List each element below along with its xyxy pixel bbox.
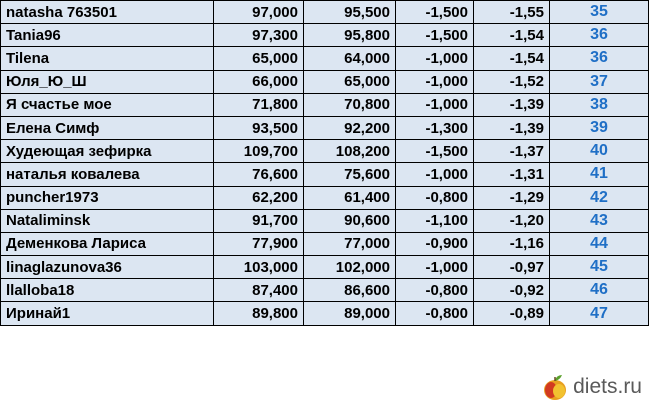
watermark-text: diets.ru (573, 375, 642, 398)
weight-difference-cell: -1,500 (396, 1, 474, 24)
start-weight-cell: 76,600 (214, 163, 304, 186)
rank-number-cell: 44 (550, 232, 649, 255)
table-row (1, 1, 649, 24)
rank-number-cell: 37 (550, 70, 649, 93)
table-row (1, 163, 649, 186)
weight-percent-cell: -1,31 (474, 163, 550, 186)
table-row (1, 70, 649, 93)
table-row (1, 24, 649, 47)
rank-number-cell: 40 (550, 140, 649, 163)
table-row (1, 256, 649, 279)
weight-percent-cell: -1,54 (474, 24, 550, 47)
table-row (1, 186, 649, 209)
table-row (1, 302, 649, 325)
start-weight-cell: 87,400 (214, 279, 304, 302)
rank-number-cell: 45 (550, 256, 649, 279)
weight-percent-cell: -0,92 (474, 279, 550, 302)
weight-percent-cell: -1,37 (474, 140, 550, 163)
table-row (1, 140, 649, 163)
start-weight-cell: 103,000 (214, 256, 304, 279)
start-weight-cell: 77,900 (214, 232, 304, 255)
weight-difference-cell: -1,000 (396, 163, 474, 186)
participant-name-cell: natasha 763501 (1, 1, 214, 24)
table-row (1, 279, 649, 302)
weight-percent-cell: -1,29 (474, 186, 550, 209)
weight-difference-cell: -1,000 (396, 47, 474, 70)
start-weight-cell: 89,800 (214, 302, 304, 325)
current-weight-cell: 89,000 (304, 302, 396, 325)
participant-name-cell: Юля_Ю_Ш (1, 70, 214, 93)
current-weight-cell: 61,400 (304, 186, 396, 209)
rank-number-cell: 35 (550, 1, 649, 24)
weight-percent-cell: -1,54 (474, 47, 550, 70)
participant-name-cell: linaglazunova36 (1, 256, 214, 279)
start-weight-cell: 97,300 (214, 24, 304, 47)
current-weight-cell: 65,000 (304, 70, 396, 93)
rank-number-cell: 43 (550, 209, 649, 232)
table-row (1, 93, 649, 116)
table-row (1, 47, 649, 70)
weight-difference-cell: -0,900 (396, 232, 474, 255)
start-weight-cell: 71,800 (214, 93, 304, 116)
participant-name-cell: Nataliminsk (1, 209, 214, 232)
participant-name-cell: наталья ковалева (1, 163, 214, 186)
weight-percent-cell: -1,39 (474, 93, 550, 116)
weight-difference-cell: -1,000 (396, 256, 474, 279)
start-weight-cell: 65,000 (214, 47, 304, 70)
weight-percent-cell: -1,20 (474, 209, 550, 232)
current-weight-cell: 77,000 (304, 232, 396, 255)
weight-difference-cell: -1,100 (396, 209, 474, 232)
participant-name-cell: Иринай1 (1, 302, 214, 325)
participant-name-cell: Tilena (1, 47, 214, 70)
table-row (1, 116, 649, 139)
participant-name-cell: Худеющая зефирка (1, 140, 214, 163)
weight-percent-cell: -0,97 (474, 256, 550, 279)
current-weight-cell: 70,800 (304, 93, 396, 116)
table-row (1, 209, 649, 232)
weight-percent-cell: -1,39 (474, 116, 550, 139)
participant-name-cell: llalloba18 (1, 279, 214, 302)
start-weight-cell: 93,500 (214, 116, 304, 139)
weight-difference-cell: -0,800 (396, 302, 474, 325)
start-weight-cell: 91,700 (214, 209, 304, 232)
weight-percent-cell: -1,52 (474, 70, 550, 93)
rank-number-cell: 46 (550, 279, 649, 302)
rank-number-cell: 42 (550, 186, 649, 209)
current-weight-cell: 64,000 (304, 47, 396, 70)
diets-watermark (540, 372, 642, 402)
participant-name-cell: Елена Симф (1, 116, 214, 139)
weight-difference-cell: -1,300 (396, 116, 474, 139)
weight-difference-cell: -1,500 (396, 140, 474, 163)
weight-difference-cell: -1,000 (396, 70, 474, 93)
weight-difference-cell: -0,800 (396, 279, 474, 302)
rank-number-cell: 41 (550, 163, 649, 186)
participant-name-cell: puncher1973 (1, 186, 214, 209)
weight-difference-cell: -1,000 (396, 93, 474, 116)
current-weight-cell: 102,000 (304, 256, 396, 279)
table-row (1, 232, 649, 255)
current-weight-cell: 95,800 (304, 24, 396, 47)
participant-name-cell: Я счастье мое (1, 93, 214, 116)
start-weight-cell: 109,700 (214, 140, 304, 163)
current-weight-cell: 92,200 (304, 116, 396, 139)
apple-logo-icon (540, 372, 570, 402)
participant-name-cell: Tania96 (1, 24, 214, 47)
rank-number-cell: 39 (550, 116, 649, 139)
start-weight-cell: 66,000 (214, 70, 304, 93)
weight-percent-cell: -1,16 (474, 232, 550, 255)
rank-number-cell: 38 (550, 93, 649, 116)
current-weight-cell: 108,200 (304, 140, 396, 163)
table-body (1, 1, 649, 326)
weight-difference-cell: -0,800 (396, 186, 474, 209)
rank-number-cell: 36 (550, 24, 649, 47)
weight-percent-cell: -1,55 (474, 1, 550, 24)
start-weight-cell: 62,200 (214, 186, 304, 209)
rank-number-cell: 47 (550, 302, 649, 325)
weight-difference-cell: -1,500 (396, 24, 474, 47)
rank-number-cell: 36 (550, 47, 649, 70)
participant-name-cell: Деменкова Лариса (1, 232, 214, 255)
weight-percent-cell: -0,89 (474, 302, 550, 325)
current-weight-cell: 90,600 (304, 209, 396, 232)
current-weight-cell: 75,600 (304, 163, 396, 186)
current-weight-cell: 95,500 (304, 1, 396, 24)
current-weight-cell: 86,600 (304, 279, 396, 302)
start-weight-cell: 97,000 (214, 1, 304, 24)
